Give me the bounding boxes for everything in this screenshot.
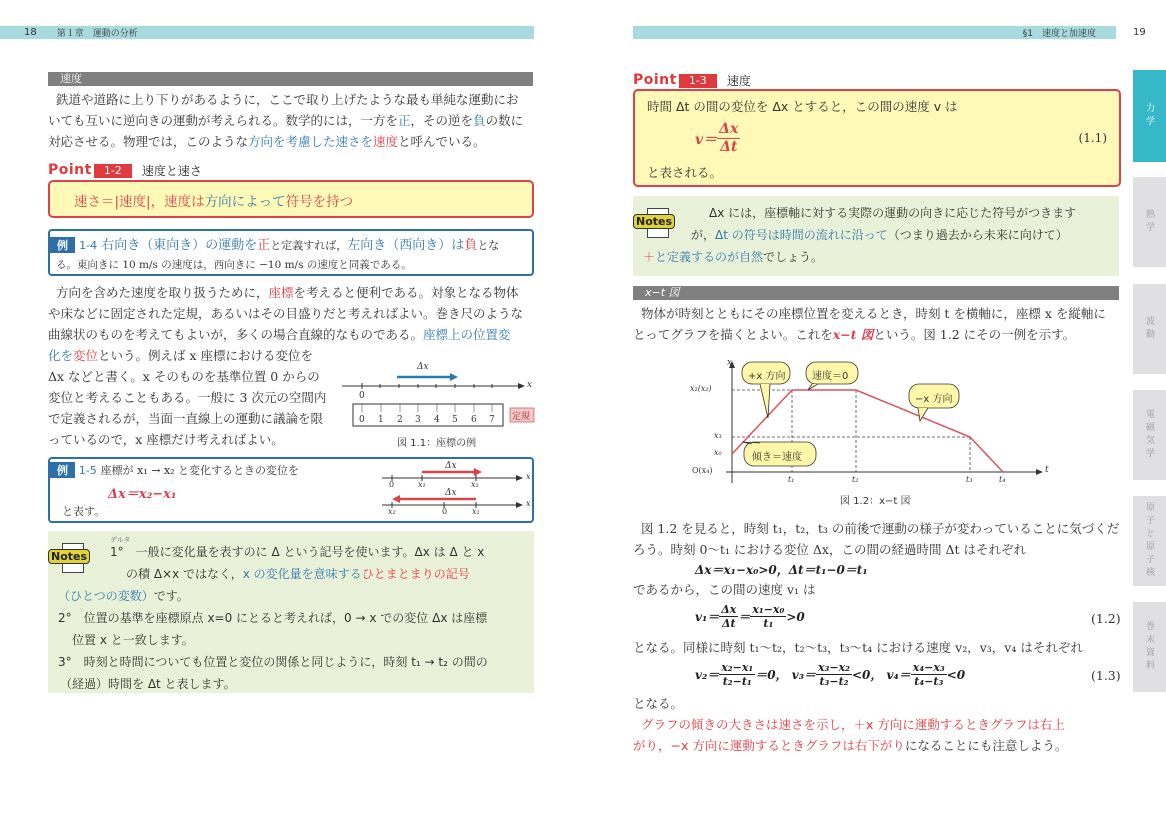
side-tab-waves[interactable]: 波動	[1133, 284, 1166, 374]
notes-box: Notes Δx には，座標軸に対する実際の運動の向きに応じた符号がつきます が，Δt の符号は時間の流れに沿って（つまり過去から未来に向けて） ＋と定義するのが自然でしょう。	[633, 196, 1119, 276]
coordinate-ruler-diagram	[340, 360, 540, 435]
point-number: 1-3	[679, 74, 717, 88]
point-1-2-header	[48, 162, 202, 178]
section-heading-xt-graph: x−t 図	[633, 286, 1119, 300]
notes-box: Notes デルタ 1° 一般に変化量を表すのに Δ という記号を使います。Δx は Δ と x の積 Δ×x ではなく，x の変化量を意味するひとまとまりの記号 （ひとつの変数）です。 2° 位置の基準を座標原点 x=0 にとると考えれば，0 → x での変位 Δx は座標 位置 x と一致します。 3° 時刻と時間についても位置と変位の関係と同じように，時刻 t₁ → t₂ の間の （経過）時間を Δt と表します。	[48, 531, 534, 693]
callout-positive-direction: +x 方向	[748, 371, 786, 382]
chapter-title: 第１章 運動の分析	[56, 29, 138, 39]
figure-caption: 図 1.2：x−t 図	[840, 496, 911, 507]
point-1-3-header	[633, 72, 751, 88]
example-1-4-box: 例 1-4 右向き（東向き）の運動を正と定義すれば，左向き（西向き）は負とな る。東向きに 10 m/s の速度は，西向きに −10 m/s の速度と同義である。	[48, 229, 534, 276]
page-number: 19	[1133, 27, 1146, 38]
ruler-tag: 定規	[512, 412, 531, 422]
section-title: §1 速度と加速度	[1022, 29, 1096, 39]
equation-displacement: Δx＝x₁−x₀>0，Δt＝t₁−0＝t₁	[695, 563, 868, 577]
equation-1-3: v₂＝ $\frac{\text{x₂−x₁}}{\text{t₂−t₁}}$ ＝0， v₃＝ $\frac{\text{x₃−x₂}}{\text{t₃−t₂}}$ <0， v₄＝ $\frac{\text{x₄−x₃}}{\text{t₄−t₃}}$ <0	[695, 661, 966, 688]
equation-number: (1.3)	[1091, 668, 1121, 683]
running-header	[0, 26, 534, 39]
figure-1-2-xt-graph: x t x₁(x₂) x₃ x₀ O(x₄) t₁ t₂ t₃ t₄ +x 方向 速度＝0 −x 方向 傾き＝速度 図 1.2：x−t 図	[690, 358, 1070, 510]
point-title: 速度	[726, 74, 751, 88]
side-tab-atoms-nuclei[interactable]: 原子と原子核	[1133, 496, 1166, 586]
point-1-2-box: 速さ＝|速度|，速度は方向によって符号を持つ	[48, 180, 534, 218]
example-formula: Δx＝x₂−x₁	[108, 487, 177, 502]
right-page: §1 速度と加速度 19 Point 1-3 速度 時間 Δt の間の変位を Δx とすると，この間の速度 v は v＝ $\frac{\Delta x}{\Delta t}$ (1.1) と表される。 Notes Δx には，座標軸に対する実際の運動の向きに応じた符号がつきます が，Δt の符号は時間の流れに沿って（つまり過去から未来に向けて） ＋と定義するのが自然でしょう。 x−t 図 物体が時刻とともにその座標位置を変えるとき，時刻 t を横軸に，座標 x を縦軸に とってグラフを描くとよい。これをx−t 図という。図 1.2 にその一例を示す。 x t x₁(x₂) x₃ x₀ O(x₄) t₁ t₂ t₃ t₄ +x 方向 速度＝0 −x 方向 傾き＝速度 図 1.2：x−t 図 図 1.2 を見ると，時刻 t₁，t₂，t₃ の前後で運動の様子が変わっていることに気づくだ ろう。時刻 0〜t₁ における変位 Δx，この間の経過時間 Δt はそれぞれ Δx＝x₁−x₀>0，Δt＝t₁−0＝t₁ であるから，この間の速度 v₁ は v₁＝ $\frac{\Delta x}{\Delta t}$ ＝ $\frac{\text{x₁−x₀}}{\text{t₁}}$ >0 (1.2) となる。同様に時刻 t₁〜t₂，t₂〜t₃，t₃〜t₄ における速度 v₂，v₃，v₄ はそれぞれ v₂＝ $\frac{\text{x₂−x₁}}{\text{t₂−t₁}}$ ＝0， v₃＝ $\frac{\text{x₃−x₂}}{\text{t₃−t₂}}$ <0， v₄＝ $\frac{\text{x₄−x₃}}{\text{t₄−t₃}}$ <0 (1.3) となる。 グラフの傾きの大きさは速さを示し，＋x 方向に運動するときグラフは右上 がり，−x 方向に運動するときグラフは右下がりになることにも注意しよう。 力学 熱学 波動 電磁気学 原子と原子核 巻末資料	[583, 0, 1166, 827]
section-heading-velocity: 速度	[48, 72, 533, 86]
paragraph-coordinates: 方向を含めた速度を取り扱うために，座標を考えると便利である。対象となる物体 や床などに固定された定規，あるいはその目盛りだと考えればよい。巻き尺のような 曲線状のものを考えてもよいが，多くの場合直線的なものである。座標上の位置変 化を変位という。例えば x 座標における変位を Δx などと書く。x そのものを基準位置 0 からの 変位と考えることもある。一般に 3 次元の空間内 で定義されるが，当面一直線上の運動に議論を限 っているので，x 座標だけ考えればよい。	[48, 285, 524, 447]
example-tag: 例	[50, 462, 75, 478]
callout-velocity-zero: 速度＝0	[812, 371, 849, 382]
paragraph-intro: 鉄道や道路に上り下りがあるように，ここで取り上げたような最も単純な運動にお いても互いに逆向きの運動が考えられる。数学的には，一方を正，その逆を負の数に 対応させる。物理では，このような方向を考慮した速さを速度と呼んでいる。	[48, 92, 524, 149]
side-tab-electromagnetism[interactable]: 電磁気学	[1133, 390, 1166, 480]
paragraph-analysis: 図 1.2 を見ると，時刻 t₁，t₂，t₃ の前後で運動の様子が変わっていることに気づくだ ろう。時刻 0〜t₁ における変位 Δx，この間の経過時間 Δt はそれぞれ	[633, 521, 1120, 557]
point-number: 1-2	[94, 164, 132, 178]
example-tag: 例	[50, 237, 75, 253]
equation-number: (1.1)	[1078, 131, 1107, 145]
page-number: 18	[24, 27, 37, 38]
velocity-formula: v＝ $\frac{\Delta x}{\Delta t}$	[695, 121, 739, 155]
side-tab-thermodynamics[interactable]: 熱学	[1133, 177, 1166, 267]
paragraph-conclusion: グラフの傾きの大きさは速さを示し，＋x 方向に運動するときグラフは右上 がり，−x 方向に運動するときグラフは右下がりになることにも注意しよう。	[633, 717, 1068, 753]
equation-1-2: v₁＝ $\frac{\Delta x}{\Delta t}$ ＝ $\frac{\text{x₁−x₀}}{\text{t₁}}$ >0	[695, 603, 805, 630]
point-title: 速度と速さ	[141, 164, 202, 178]
figure-1-1: Δx x 0 0 1 2 3 4 5 6 7 定規 図 1.1：座標の例	[340, 360, 540, 455]
point-label: Point	[633, 72, 677, 88]
point-label: Point	[48, 162, 92, 178]
callout-slope-velocity: 傾き＝速度	[752, 452, 802, 463]
paragraph-xt-intro: 物体が時刻とともにその座標位置を変えるとき，時刻 t を横軸に，座標 x を縦軸に とってグラフを描くとよい。これをx−t 図という。図 1.2 にその一例を示す。	[633, 306, 1106, 342]
xt-graph	[690, 358, 1070, 493]
example-1-5-box: 例 1-5 座標が x₁ → x₂ と変化するときの変位を Δx＝x₂−x₁ と表す。 Δx 0 x₁ x₂ x Δx x₂ 0 x₁ x	[48, 457, 534, 523]
side-tab-mechanics[interactable]: 力学	[1133, 70, 1166, 162]
point-1-3-box: 時間 Δt の間の変位を Δx とすると，この間の速度 v は v＝ $\frac{\Delta x}{\Delta t}$ (1.1) と表される。	[633, 89, 1121, 187]
side-tab-appendix[interactable]: 巻末資料	[1133, 602, 1166, 692]
equation-number: (1.2)	[1091, 611, 1121, 626]
figure-caption: 図 1.1：座標の例	[397, 438, 477, 449]
callout-negative-direction: −x 方向	[915, 394, 953, 405]
notes-icon: Notes	[48, 543, 92, 577]
notes-icon: Notes	[633, 208, 677, 242]
running-header	[633, 26, 1146, 39]
